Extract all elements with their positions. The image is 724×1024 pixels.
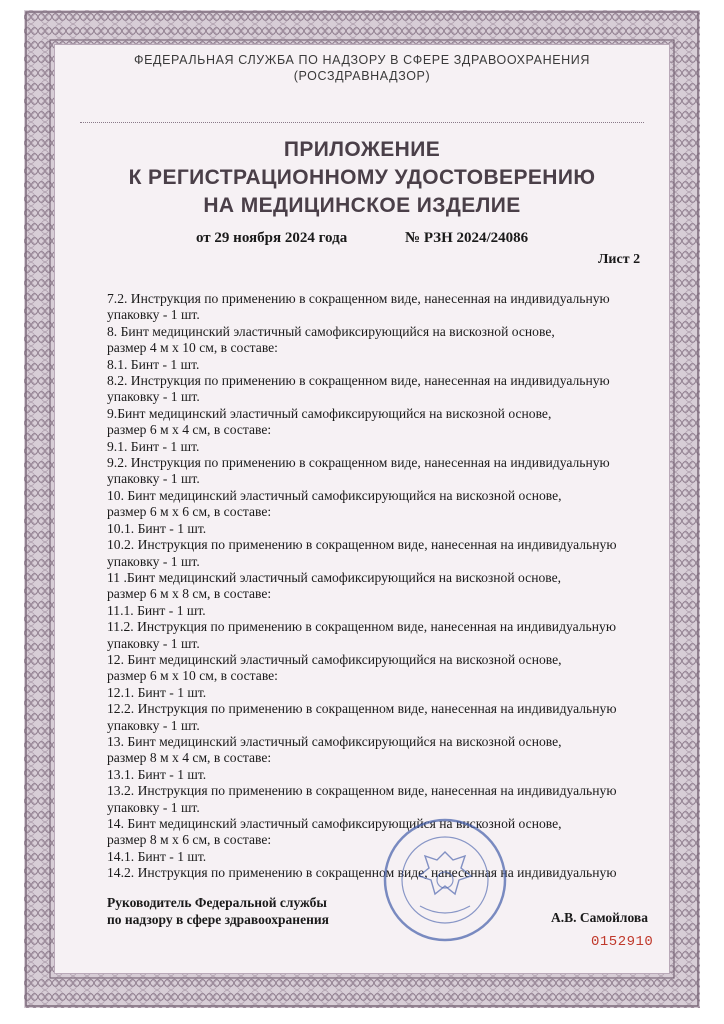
signatory-title-line-1: Руководитель Федеральной службы [107,895,327,910]
body-line: 11.1. Бинт - 1 шт. [107,602,206,618]
issue-date: от 29 ноября 2024 года [196,230,348,246]
agency-abbr: (РОСЗДРАВНАДЗОР) [293,69,431,83]
body-text [107,291,657,882]
body-line: 11 .Бинт медицинский эластичный самофиксирующийся на вискозной основе, [107,569,562,585]
body-line: упаковку - 1 шт. [107,717,200,733]
body-line: размер 6 м х 8 см, в составе: [107,586,272,602]
header-divider [80,122,644,123]
body-line: размер 8 м х 4 см, в составе: [107,750,272,766]
serial-number: 0152910 [591,934,654,950]
body-line: 12. Бинт медицинский эластичный самофиксирующийся на вискозной основе, [107,651,562,667]
signatory-title-line-2: по надзору в сфере здравоохранения [107,912,329,927]
body-line: 9.2. Инструкция по применению в сокращенном виде, нанесенная на индивидуальную [107,455,610,471]
body-line: 14.2. Инструкция по применению в сокращенном виде, нанесенная на индивидуальную [107,865,617,881]
document-title [0,136,724,220]
body-line: размер 6 м х 4 см, в составе: [107,422,272,438]
body-line: упаковку - 1 шт. [107,389,200,405]
body-line: 9.1. Бинт - 1 шт. [107,438,200,454]
registration-number: № РЗН 2024/24086 [405,230,529,246]
body-line: упаковку - 1 шт. [107,307,200,323]
body-line: упаковку - 1 шт. [107,471,200,487]
agency-name: ФЕДЕРАЛЬНАЯ СЛУЖБА ПО НАДЗОРУ В СФЕРЕ ЗДРАВООХРАНЕНИЯ [134,53,590,67]
sheet-number: Лист 2 [598,252,641,267]
signatory-name: А.В. Самойлова [551,910,648,925]
body-line: 12.2. Инструкция по применению в сокращенном виде, нанесенная на индивидуальную [107,701,617,717]
body-line: упаковку - 1 шт. [107,553,200,569]
body-line: упаковку - 1 шт. [107,635,200,651]
body-line: 13.2. Инструкция по применению в сокращенном виде, нанесенная на индивидуальную [107,783,617,799]
body-line: 13.1. Бинт - 1 шт. [107,766,207,782]
body-line: 10. Бинт медицинский эластичный самофиксирующийся на вискозной основе, [107,487,562,503]
body-line: 14. Бинт медицинский эластичный самофиксирующийся на вискозной основе, [107,816,562,831]
body-line: размер 6 м х 6 см, в составе: [107,504,272,520]
body-line: упаковку - 1 шт. [107,799,200,815]
body-line: размер 6 м х 10 см, в составе: [107,668,278,684]
body-line: 8.2. Инструкция по применению в сокращенном виде, нанесенная на индивидуальную [107,373,610,389]
title-line-2: К РЕГИСТРАЦИОННОМУ УДОСТОВЕРЕНИЮ [128,166,596,189]
body-line: 7.2. Инструкция по применению в сокращенном виде, нанесенная на индивидуальную [107,291,610,306]
body-line: 9.Бинт медицинский эластичный самофиксирующийся на вискозной основе, [107,405,552,421]
agency-header [0,52,724,84]
official-seal-icon [380,816,510,944]
body-line: 8.1. Бинт - 1 шт. [107,356,200,372]
body-line: 14.1. Бинт - 1 шт. [107,848,207,864]
body-line: размер 4 м х 10 см, в составе: [107,340,278,356]
body-line: 10.1. Бинт - 1 шт. [107,520,207,536]
body-line: 10.2. Инструкция по применению в сокращенном виде, нанесенная на индивидуальную [107,537,617,553]
signatory-title [107,894,329,928]
body-line: 13. Бинт медицинский эластичный самофиксирующийся на вискозной основе, [107,733,562,749]
body-line: размер 8 м х 6 см, в составе: [107,832,272,848]
body-line: 8. Бинт медицинский эластичный самофиксирующийся на вискозной основе, [107,323,555,339]
body-line: 12.1. Бинт - 1 шт. [107,684,207,700]
title-line-3: НА МЕДИЦИНСКОЕ ИЗДЕЛИЕ [203,194,521,217]
body-line: 11.2. Инструкция по применению в сокращенном виде, нанесенная на индивидуальную [107,619,616,635]
title-line-1: ПРИЛОЖЕНИЕ [283,138,441,161]
